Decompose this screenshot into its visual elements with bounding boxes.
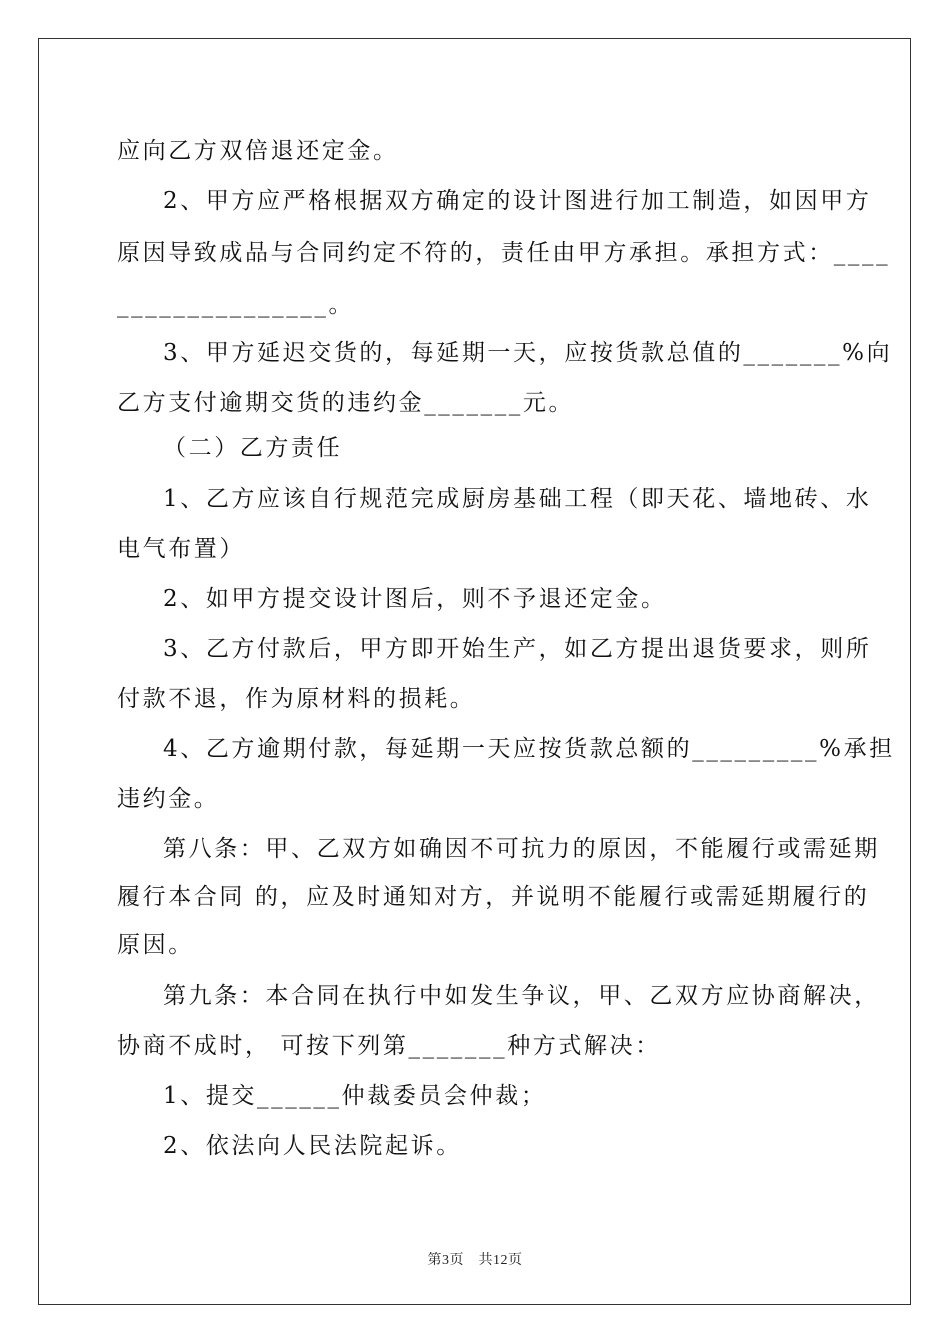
paragraph-line: 协商不成时， 可按下列第_______种方式解决： [117,1033,661,1059]
paragraph-line: 电气布置） [117,536,245,562]
paragraph-line: 付款不退，作为原材料的损耗。 [117,686,476,712]
paragraph-line: 1、乙方应该自行规范完成厨房基础工程（即天花、墙地砖、水 [163,486,872,512]
paragraph-line: 原因导致成品与合同约定不符的，责任由甲方承担。承担方式：____ [117,240,891,266]
paragraph-line: 2、依法向人民法院起诉。 [163,1133,462,1159]
paragraph-line: 应向乙方双倍退还定金。 [117,138,399,164]
paragraph-line: 2、甲方应严格根据双方确定的设计图进行加工制造，如因甲方 [163,188,872,214]
paragraph-line: 原因。 [117,932,194,958]
paragraph-line: 4、乙方逾期付款，每延期一天应按货款总额的_________%承担 [163,736,895,762]
paragraph-line: 违约金。 [117,786,220,812]
paragraph-line: 乙方支付逾期交货的违约金_______元。 [117,390,575,416]
page-number: 第3页 共12页 [427,1253,523,1268]
paragraph-line: 第九条：本合同在执行中如发生争议，甲、乙双方应协商解决， [163,983,880,1009]
paragraph-line: 履行本合同 的，应及时通知对方，并说明不能履行或需延期履行的 [117,884,870,910]
paragraph-line: 2、如甲方提交设计图后，则不予退还定金。 [163,586,667,612]
paragraph-line: 第八条：甲、乙双方如确因不可抗力的原因，不能履行或需延期 [163,836,880,862]
paragraph-line: 3、甲方延迟交货的，每延期一天，应按货款总值的_______%向 [163,340,893,366]
paragraph-line: 1、提交______仲裁委员会仲裁； [163,1083,547,1109]
page-border [38,38,911,1305]
paragraph-line: 3、乙方付款后，甲方即开始生产，如乙方提出退货要求，则所 [163,636,872,662]
section-heading: （二）乙方责任 [163,435,343,461]
paragraph-line: _______________。 [117,292,355,318]
